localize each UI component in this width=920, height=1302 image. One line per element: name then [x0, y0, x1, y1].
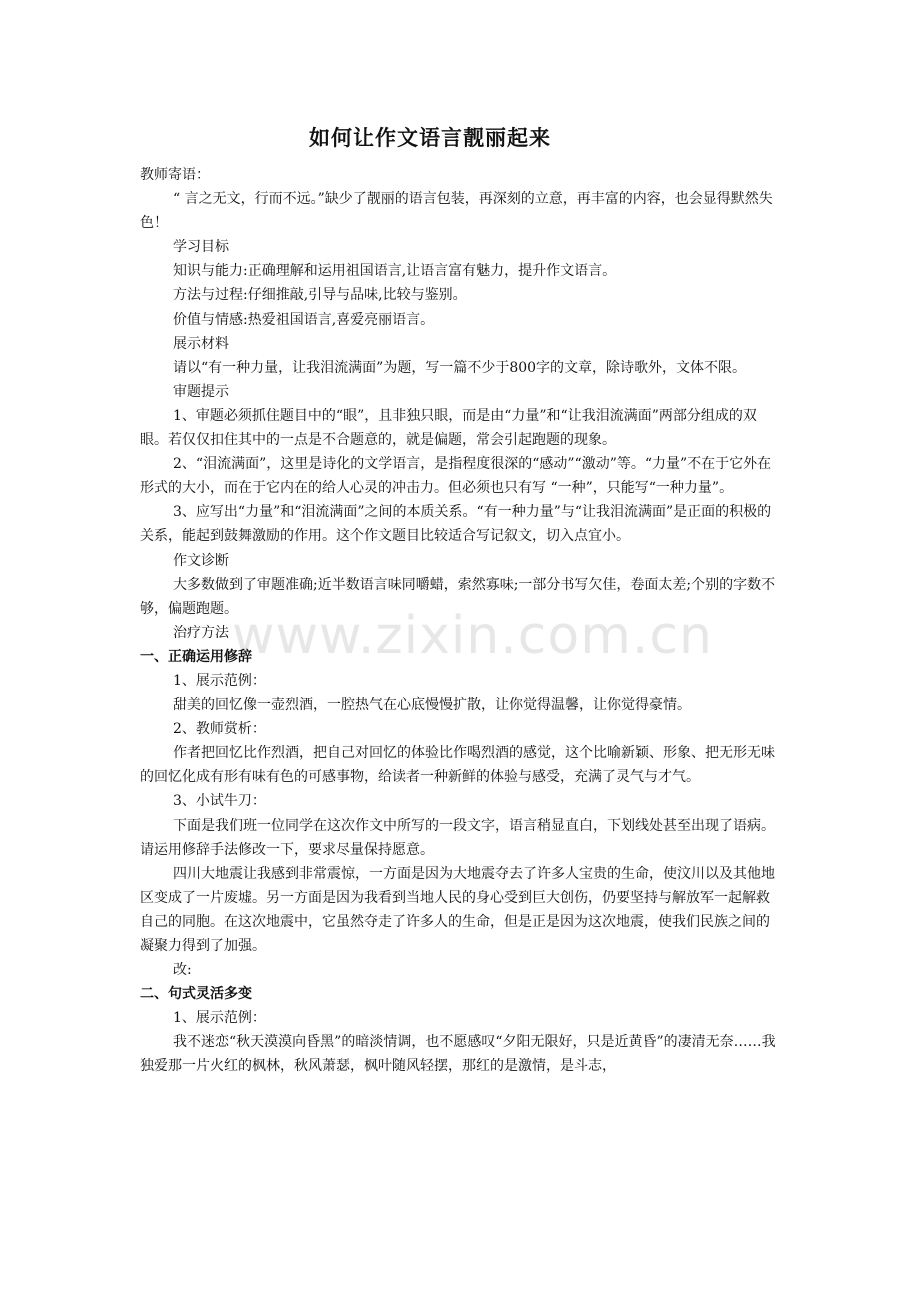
hint-2: 2、“泪流满面”，这里是诗化的文学语言，是指程度很深的“感动”“激动”等。“力量”不在于它外在形式的大小，而在于它内在的给人心灵的冲击力。但必须也只有写 “一种”，只能写“一种力量”。	[140, 456, 772, 497]
s2-example-label: 1、展示范例：	[173, 1010, 266, 1027]
watermark: www.zixin.com.cn	[232, 606, 713, 666]
goal-value: 价值与情感:热爱祖国语言,喜爱亮丽语言。	[173, 311, 435, 328]
hint-3: 3、应写出“力量”和“泪流满面”之间的本质关系。“有一种力量”与“让我泪流满面”是正面的积极的关系，能起到鼓舞激励的作用。这个作文题目比较适合写记叙文，切入点宜小。	[140, 504, 772, 545]
material-heading: 展示材料	[173, 335, 229, 352]
s1-practice-text: 下面是我们班一位同学在这次作文中所写的一段文字，语言稍显直白，下划线处甚至出现了语病。请运用修辞手法修改一下，要求尽量保持愿意。	[140, 817, 775, 858]
hint-1: 1、审题必须抓住题目中的“眼”，且非独只眼，而是由“力量”和“让我泪流满面”两部分组成的双眼。若仅仅扣住其中的一点是不合题意的，就是偏题，常会引起跑题的现象。	[140, 407, 757, 449]
material-text: 请以“有一种力量，让我泪流满面”为题，写一篇不少于800字的文章，除诗歌外，文体不限。	[173, 359, 747, 376]
hint-heading: 审题提示	[173, 383, 229, 400]
s2-example-text: 我不迷恋“秋天漠漠向昏黑”的暗淡情调，也不愿感叹“夕阳无限好，只是近黄昏”的凄清无奈……我独爱那一片火红的枫林，秋风萧瑟，枫叶随风轻摆，那红的是激情，是斗志，	[140, 1034, 776, 1075]
s1-practice-label: 3、小试牛刀：	[173, 793, 266, 810]
s1-revise-label: 改:	[173, 962, 192, 979]
document-body	[140, 163, 782, 1079]
section-2-heading: 二、句式灵活多变	[140, 986, 252, 1003]
s1-example-text: 甜美的回忆像一壶烈酒，一腔热气在心底慢慢扩散，让你觉得温馨，让你觉得豪情。	[173, 697, 691, 714]
teacher-label: 教师寄语：	[140, 167, 210, 183]
diagnosis-heading: 作文诊断	[173, 552, 229, 569]
diagnosis-text: 大多数做到了审题准确;近半数语言味同嚼蜡，索然寡味;一部分书写欠佳，卷面太差;个别的字数不够，偏题跑题。	[140, 576, 776, 617]
s1-passage: 四川大地震让我感到非常震惊，一方面是因为大地震夺去了许多人宝贵的生命，使汶川以及其他地区变成了一片废墟。另一方面是因为我看到当地人民的身心受到巨大创伤，仍要坚持与解放军一起解救自己的同胞。在这次地震中，它虽然夺走了许多人的生命，但是正是因为这次地震，使我们民族之间的凝聚力得到了加强。	[140, 865, 775, 954]
therapy-heading: 治疗方法	[173, 624, 229, 641]
document-title: 如何让作文语言靓丽起来	[309, 126, 551, 150]
goal-method: 方法与过程:仔细推敲,引导与品味,比较与鉴别。	[173, 287, 467, 304]
s1-appreciation-label: 2、教师赏析：	[173, 721, 266, 738]
teacher-quote: “ 言之无文，行而不远。”缺少了靓丽的语言包装，再深刻的立意，再丰富的内容，也会显得默然失色！	[140, 191, 773, 232]
section-1-heading: 一、正确运用修辞	[140, 648, 252, 665]
goal-knowledge: 知识与能力:正确理解和运用祖国语言,让语言富有魅力，提升作文语言。	[173, 263, 617, 280]
s1-appreciation-text: 作者把回忆比作烈酒，把自己对回忆的体验比作喝烈酒的感觉，这个比喻新颖、形象、把无形无味的回忆化成有形有味有色的可感事物，给读者一种新鲜的体验与感受，充满了灵气与才气。	[140, 745, 775, 786]
s1-example-label: 1、展示范例：	[173, 672, 266, 689]
goals-heading: 学习目标	[173, 239, 229, 256]
